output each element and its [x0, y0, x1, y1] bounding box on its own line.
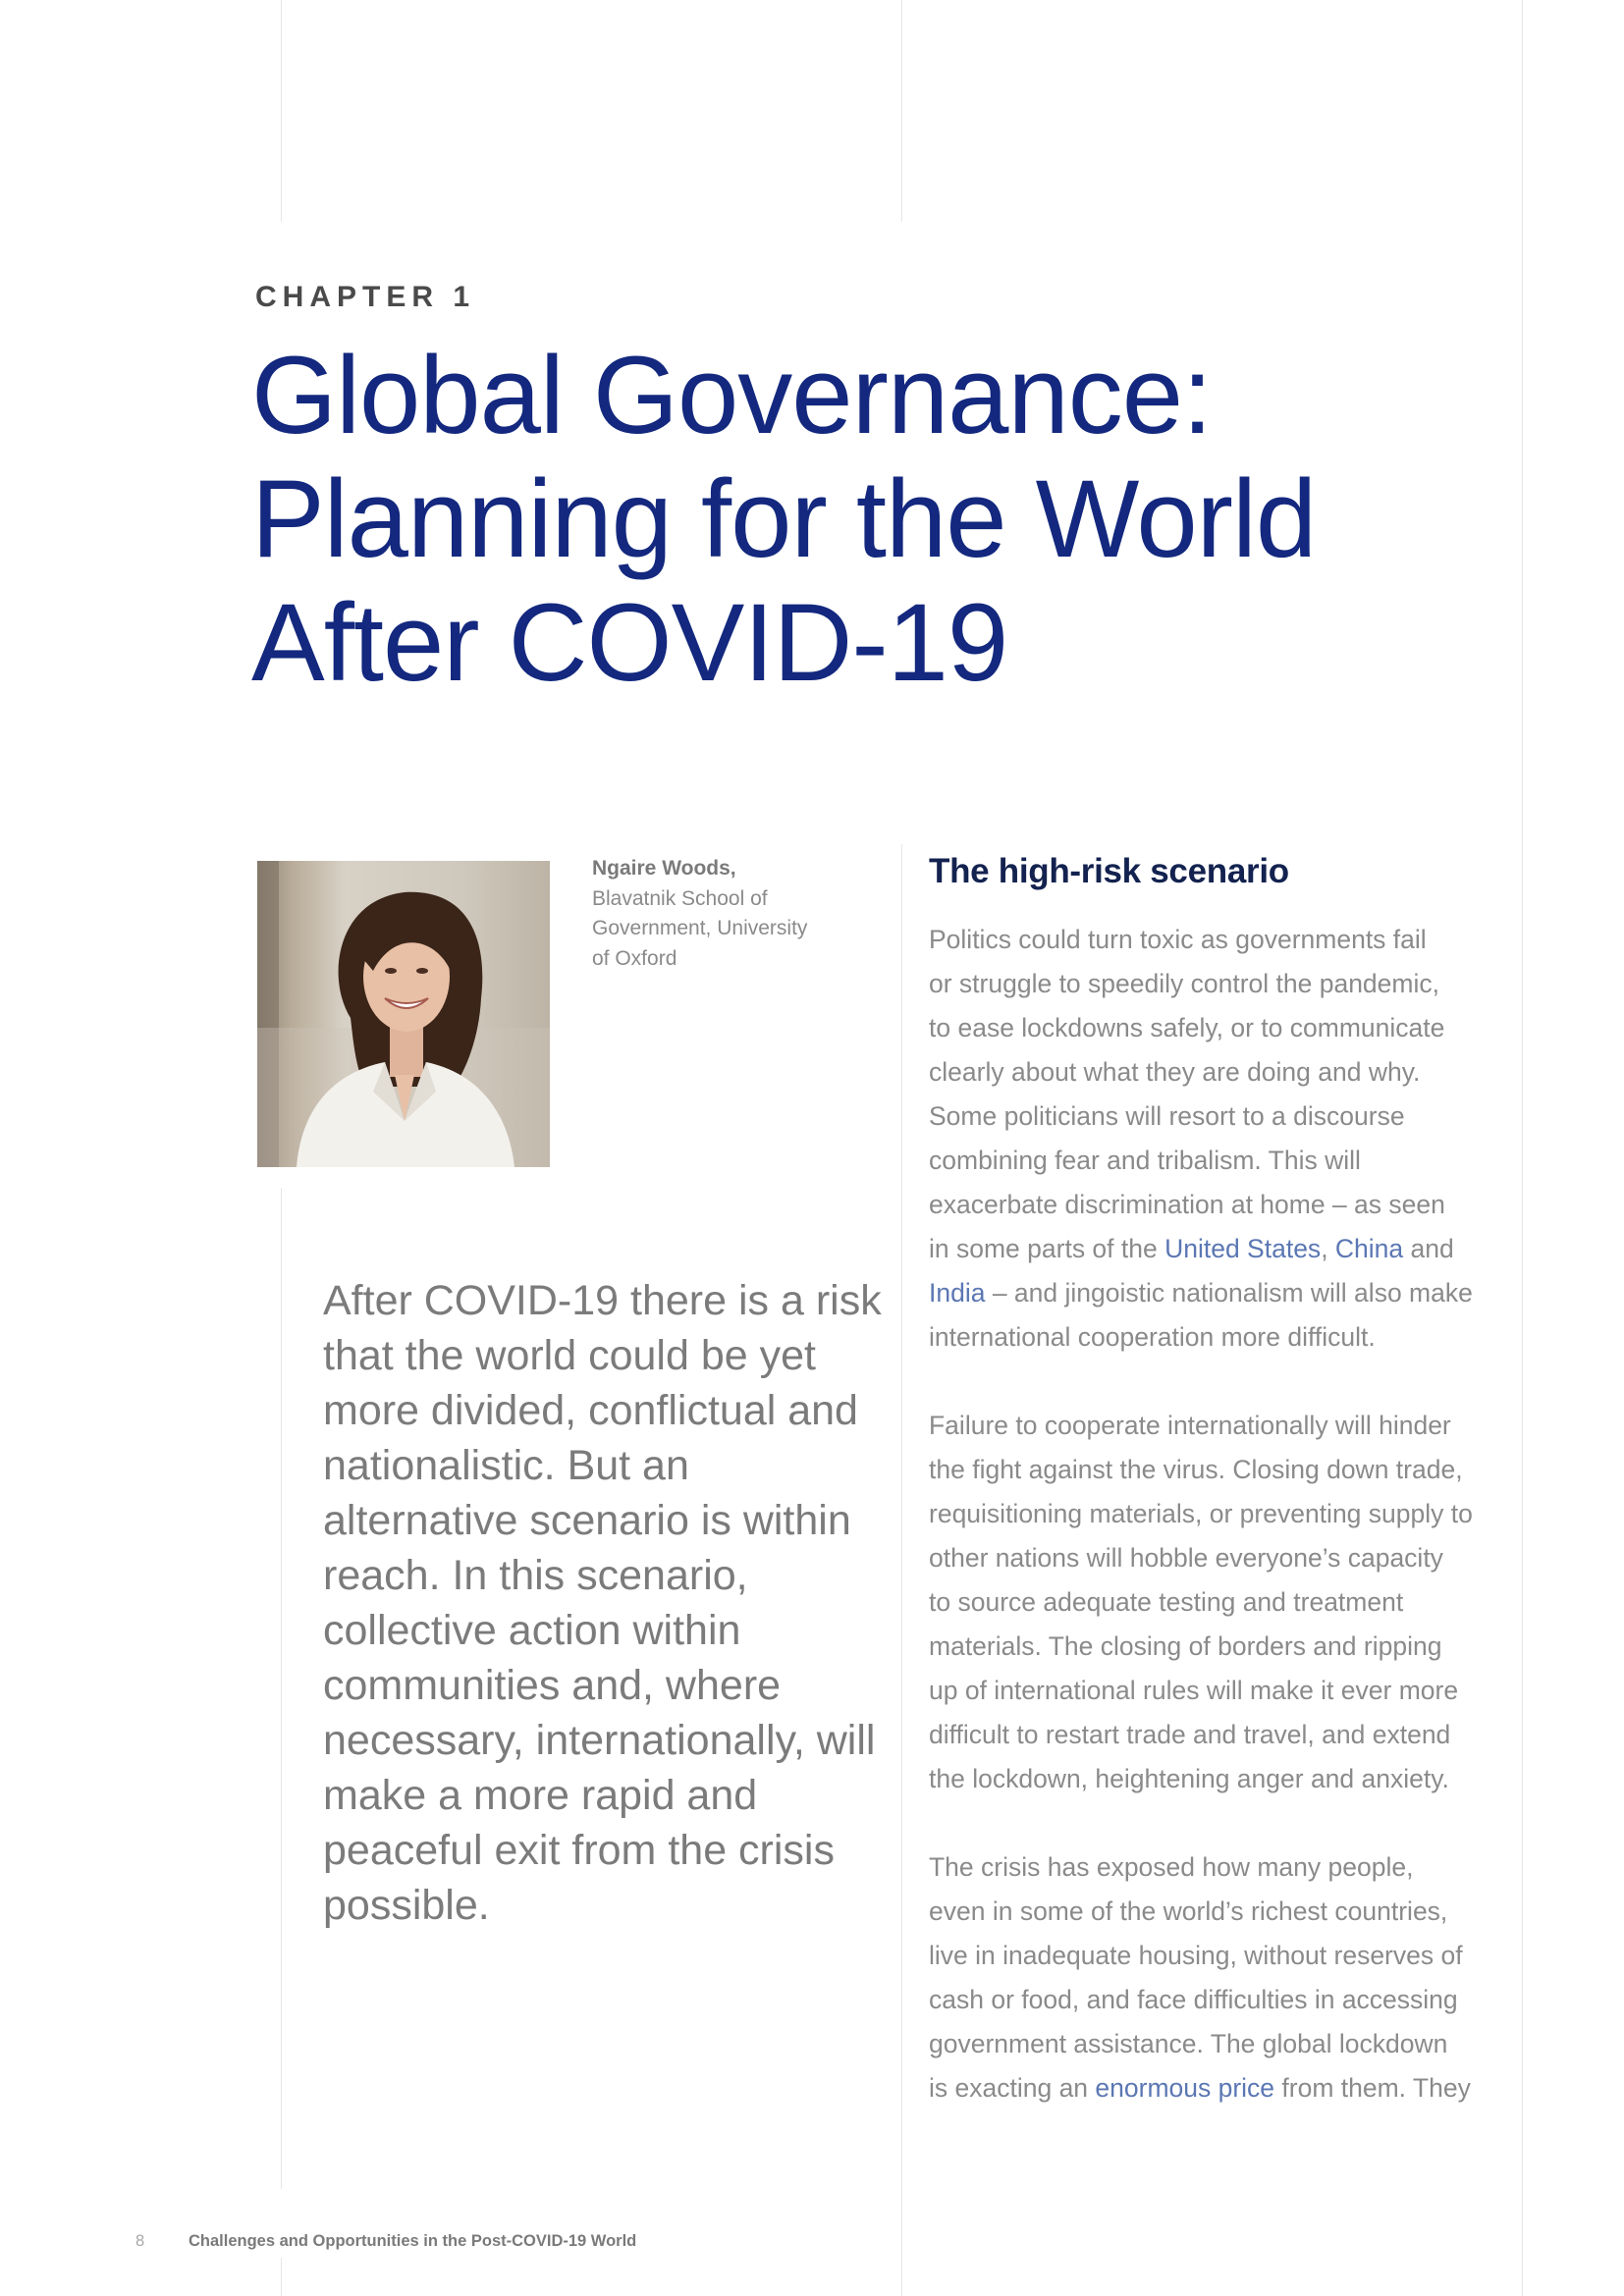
text-line: requisitioning materials, or preventing supply to [929, 1499, 1473, 1528]
author-photo [257, 861, 550, 1167]
column-guide-line [901, 844, 902, 2296]
column-guide-line [281, 1188, 282, 2189]
text-line: the lockdown, heightening anger and anxiety. [929, 1764, 1449, 1793]
text-line [929, 1271, 1489, 1315]
link-india[interactable]: India [929, 1278, 986, 1308]
text-line: Some politicians will resort to a discourse [929, 1101, 1405, 1131]
title-line: After COVID-19 [251, 581, 1008, 704]
title-line: Planning for the World [251, 457, 1317, 580]
text-fragment: is exacting an [929, 2073, 1096, 2103]
text-line: international cooperation more difficult. [929, 1322, 1376, 1352]
text-line: other nations will hobble everyone’s capacity [929, 1543, 1443, 1573]
body-paragraph [929, 918, 1489, 1360]
column-guide-line [1522, 0, 1523, 2296]
section-heading: The high-risk scenario [929, 852, 1289, 890]
text-line: exacerbate discrimination at home – as seen [929, 1190, 1445, 1219]
text-line: up of international rules will make it ever more [929, 1676, 1459, 1705]
text-line: live in inadequate housing, without reserves of [929, 1941, 1463, 1970]
text-fragment: in some parts of the [929, 1234, 1165, 1263]
author-affiliation-line: Government, University [592, 917, 808, 939]
body-paragraph [929, 1845, 1489, 2110]
column-guide-line [901, 0, 902, 222]
text-line: even in some of the world’s richest countries, [929, 1896, 1448, 1926]
link-united-states[interactable]: United States [1164, 1234, 1322, 1263]
text-line: the fight against the virus. Closing down trade, [929, 1455, 1463, 1484]
text-line: The crisis has exposed how many people, [929, 1852, 1414, 1882]
link-china[interactable]: China [1334, 1234, 1404, 1263]
body-text [929, 918, 1489, 2155]
column-guide-line [281, 0, 282, 222]
text-line: materials. The closing of borders and ripping [929, 1631, 1442, 1661]
text-line: clearly about what they are doing and why. [929, 1057, 1421, 1087]
publication-title: Challenges and Opportunities in the Post-COVID-19 World [189, 2232, 637, 2250]
page-title [251, 334, 1430, 705]
page-footer [135, 2232, 636, 2251]
text-fragment: – and jingoistic nationalism will also make [985, 1278, 1473, 1308]
chapter-label: CHAPTER 1 [255, 281, 476, 313]
text-line [929, 1227, 1489, 1271]
author-affiliation-line: of Oxford [592, 946, 677, 970]
text-line: combining fear and tribalism. This will [929, 1146, 1361, 1175]
link-enormous-price[interactable]: enormous price [1095, 2073, 1275, 2103]
text-fragment: from them. They [1274, 2073, 1471, 2103]
page-number: 8 [135, 2232, 145, 2250]
text-line: or struggle to speedily control the pandemic, [929, 969, 1439, 998]
author-affiliation-line: Blavatnik School of [592, 886, 768, 910]
text-line: cash or food, and face difficulties in accessing [929, 1985, 1458, 2014]
body-paragraph [929, 1404, 1489, 1801]
author-credit [592, 854, 847, 974]
text-line [929, 2066, 1489, 2110]
text-line: to source adequate testing and treatment [929, 1587, 1404, 1617]
title-line: Global Governance: [251, 334, 1213, 456]
text-line: to ease lockdowns safely, or to communicate [929, 1013, 1445, 1042]
pull-quote: After COVID-19 there is a risk that the world could be yet more divided, conflictual and nationalistic. But an alternative scenario is within reach. In this scenario, collective action within communities and, where necessary, internationally, will make a more rapid and peaceful exit from the crisis possible. [323, 1277, 882, 1929]
column-guide-line [281, 2258, 282, 2296]
text-line: Politics could turn toxic as governments fail [929, 925, 1427, 954]
text-line: difficult to restart trade and travel, and extend [929, 1720, 1451, 1749]
text-line: Failure to cooperate internationally will hinder [929, 1411, 1451, 1440]
author-name: Ngaire Woods, [592, 857, 736, 880]
text-line: government assistance. The global lockdown [929, 2029, 1448, 2058]
text-fragment: and [1403, 1234, 1454, 1263]
text-fragment: , [1321, 1234, 1335, 1263]
